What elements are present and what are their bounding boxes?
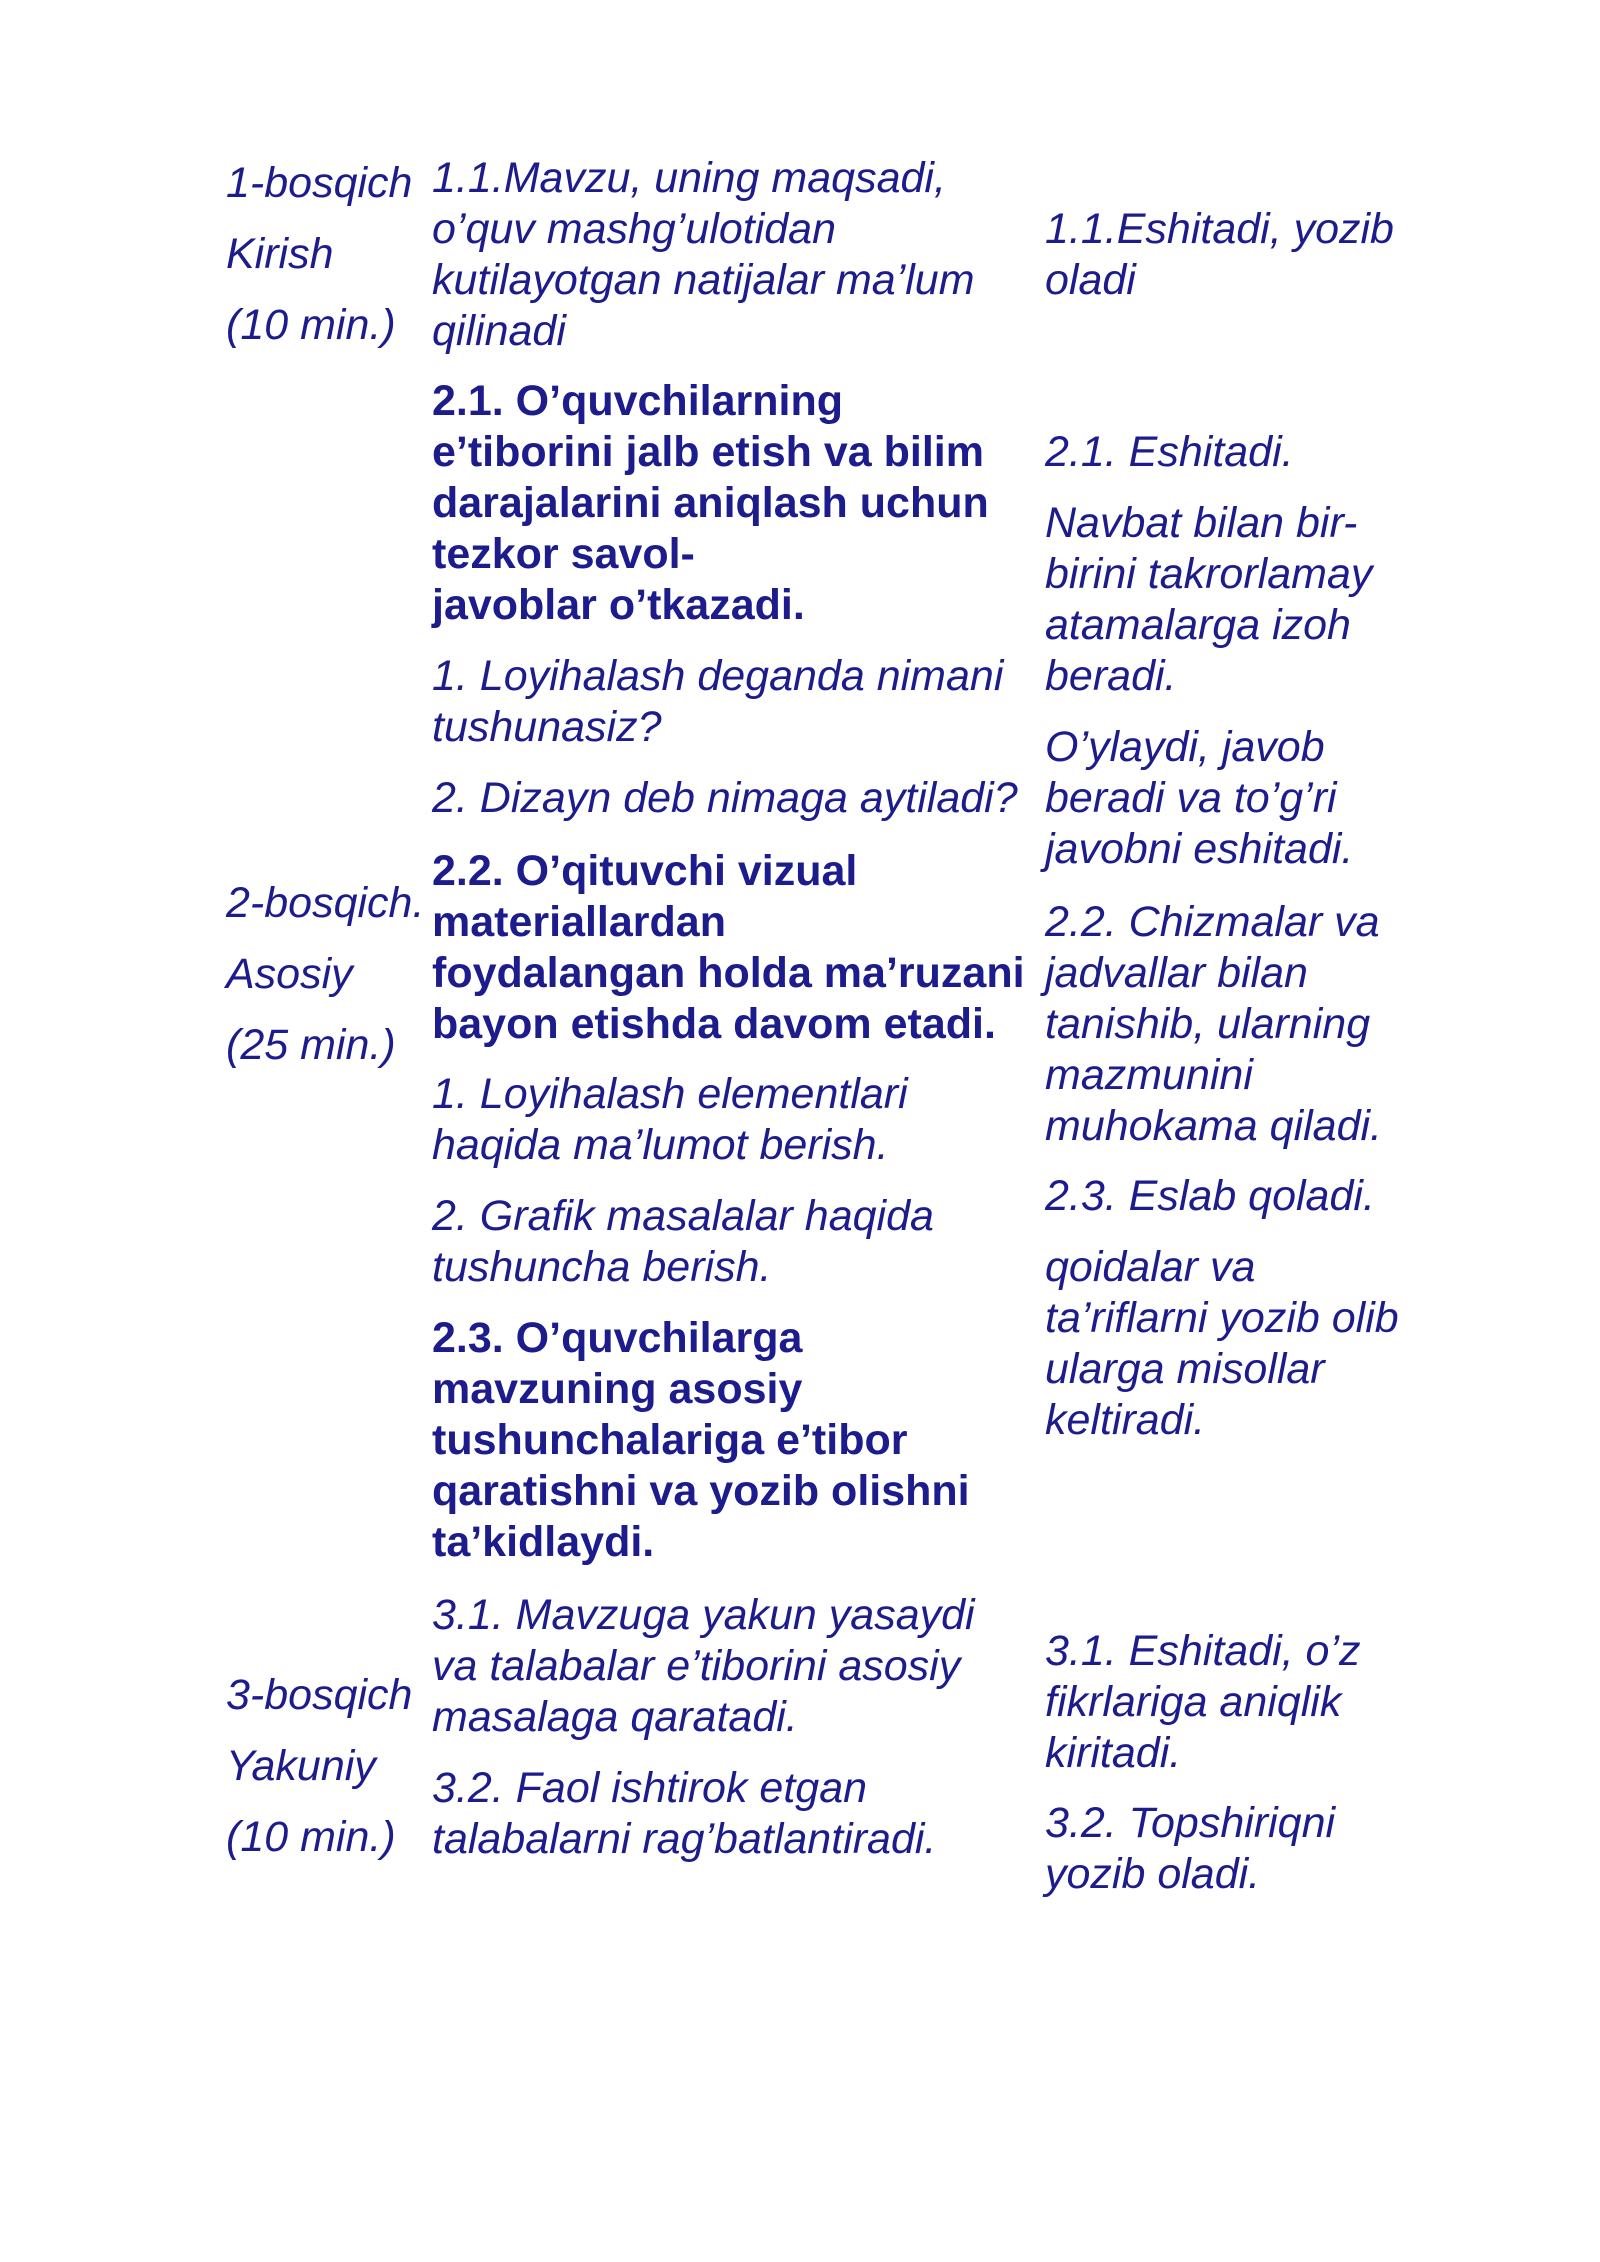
text-line: masalaga qaratadi. xyxy=(432,1693,798,1741)
text-line: bayon etishda davom etadi. xyxy=(432,1000,996,1048)
text-line: mazmunini xyxy=(1045,1051,1253,1099)
text-line: Navbat bilan bir- xyxy=(1045,499,1358,547)
text-line: beradi va to’g’ri xyxy=(1045,774,1337,822)
stage-name: Asosiy xyxy=(226,950,353,998)
text-line: qoidalar va xyxy=(1045,1243,1256,1291)
text-line: ta’riflarni yozib olib xyxy=(1045,1294,1399,1342)
text-line: 3.1. Eshitadi, o’z xyxy=(1045,1627,1361,1675)
text-line: va talabalar e’tiborini asosiy xyxy=(432,1642,961,1690)
text-line: o’quv mashg’ulotidan xyxy=(432,205,836,253)
text-line: darajalarini aniqlash uchun xyxy=(432,479,989,527)
stage-label: 2-bosqich. xyxy=(226,879,425,927)
stage-time: (10 min.) xyxy=(226,301,396,349)
text-line: keltiradi. xyxy=(1045,1396,1206,1444)
text-line: kutilayotgan natijalar ma’lum xyxy=(432,256,975,304)
text-line: haqida ma’lumot berish. xyxy=(432,1121,889,1169)
text-line: e’tiborini jalb etish va bilim xyxy=(432,428,984,476)
text-line: materiallardan xyxy=(432,898,726,946)
text-line: 2. Dizayn deb nimaga aytiladi? xyxy=(432,774,1018,822)
text-line: atamalarga izoh xyxy=(1045,601,1351,649)
text-line: 3.2. Faol ishtirok etgan xyxy=(432,1764,868,1812)
text-line: foydalangan holda ma’ruzani xyxy=(432,949,1025,997)
text-line: tushuncha berish. xyxy=(432,1243,772,1291)
text-line: ularga misollar xyxy=(1045,1345,1325,1393)
text-line: tushunasiz? xyxy=(432,703,662,751)
text-line: 1.1.Mavzu, uning maqsadi, xyxy=(432,154,946,202)
text-line: mavzuning asosiy xyxy=(432,1365,803,1413)
stage-time: (25 min.) xyxy=(226,1021,396,1069)
text-line: 1.1.Eshitadi, yozib xyxy=(1045,205,1394,253)
text-line: 2.1. O’quvchilarning xyxy=(432,377,843,425)
text-line: O’ylaydi, javob xyxy=(1045,723,1325,771)
text-line: ta’kidlaydi. xyxy=(432,1518,655,1566)
text-line: talabalarni rag’batlantiradi. xyxy=(432,1815,937,1863)
text-line: muhokama qiladi. xyxy=(1045,1102,1383,1150)
text-line: 2.1. Eshitadi. xyxy=(1045,428,1294,476)
text-line: 2.3. O’quvchilarga xyxy=(432,1314,803,1362)
text-line: javoblar o’tkazadi. xyxy=(432,581,805,629)
text-line: 2.2. Chizmalar va xyxy=(1045,898,1380,946)
text-line: yozib oladi. xyxy=(1045,1850,1261,1898)
stage-time: (10 min.) xyxy=(226,1813,396,1861)
text-line: tushunchalariga e’tibor xyxy=(432,1416,908,1464)
text-line: 2.2. O’qituvchi vizual xyxy=(432,847,858,895)
text-line: birini takrorlamay xyxy=(1045,550,1373,598)
text-line: fikrlariga aniqlik xyxy=(1045,1678,1342,1726)
text-line: 3.1. Mavzuga yakun yasaydi xyxy=(432,1591,975,1639)
text-line: 2. Grafik masalalar haqida xyxy=(432,1192,934,1240)
text-line: 1. Loyihalash deganda nimani xyxy=(432,652,1004,700)
text-line: javobni eshitadi. xyxy=(1045,825,1354,873)
stage-name: Yakuniy xyxy=(226,1742,376,1790)
text-line: tanishib, ularning xyxy=(1045,1000,1371,1048)
text-line: qilinadi xyxy=(432,307,566,355)
stage-label: 3-bosqich xyxy=(226,1671,413,1719)
text-line: kiritadi. xyxy=(1045,1729,1182,1777)
text-line: 3.2. Topshiriqni xyxy=(1045,1799,1336,1847)
stage-label: 1-bosqich xyxy=(226,159,413,207)
text-line: 2.3. Eslab qoladi. xyxy=(1045,1172,1375,1220)
text-line: 1. Loyihalash elementlari xyxy=(432,1070,908,1118)
text-line: beradi. xyxy=(1045,652,1177,700)
text-line: oladi xyxy=(1045,256,1136,304)
text-line: jadvallar bilan xyxy=(1045,949,1308,997)
stage-name: Kirish xyxy=(226,230,334,278)
text-line: tezkor savol- xyxy=(432,530,695,578)
text-line: qaratishni va yozib olishni xyxy=(432,1467,970,1515)
